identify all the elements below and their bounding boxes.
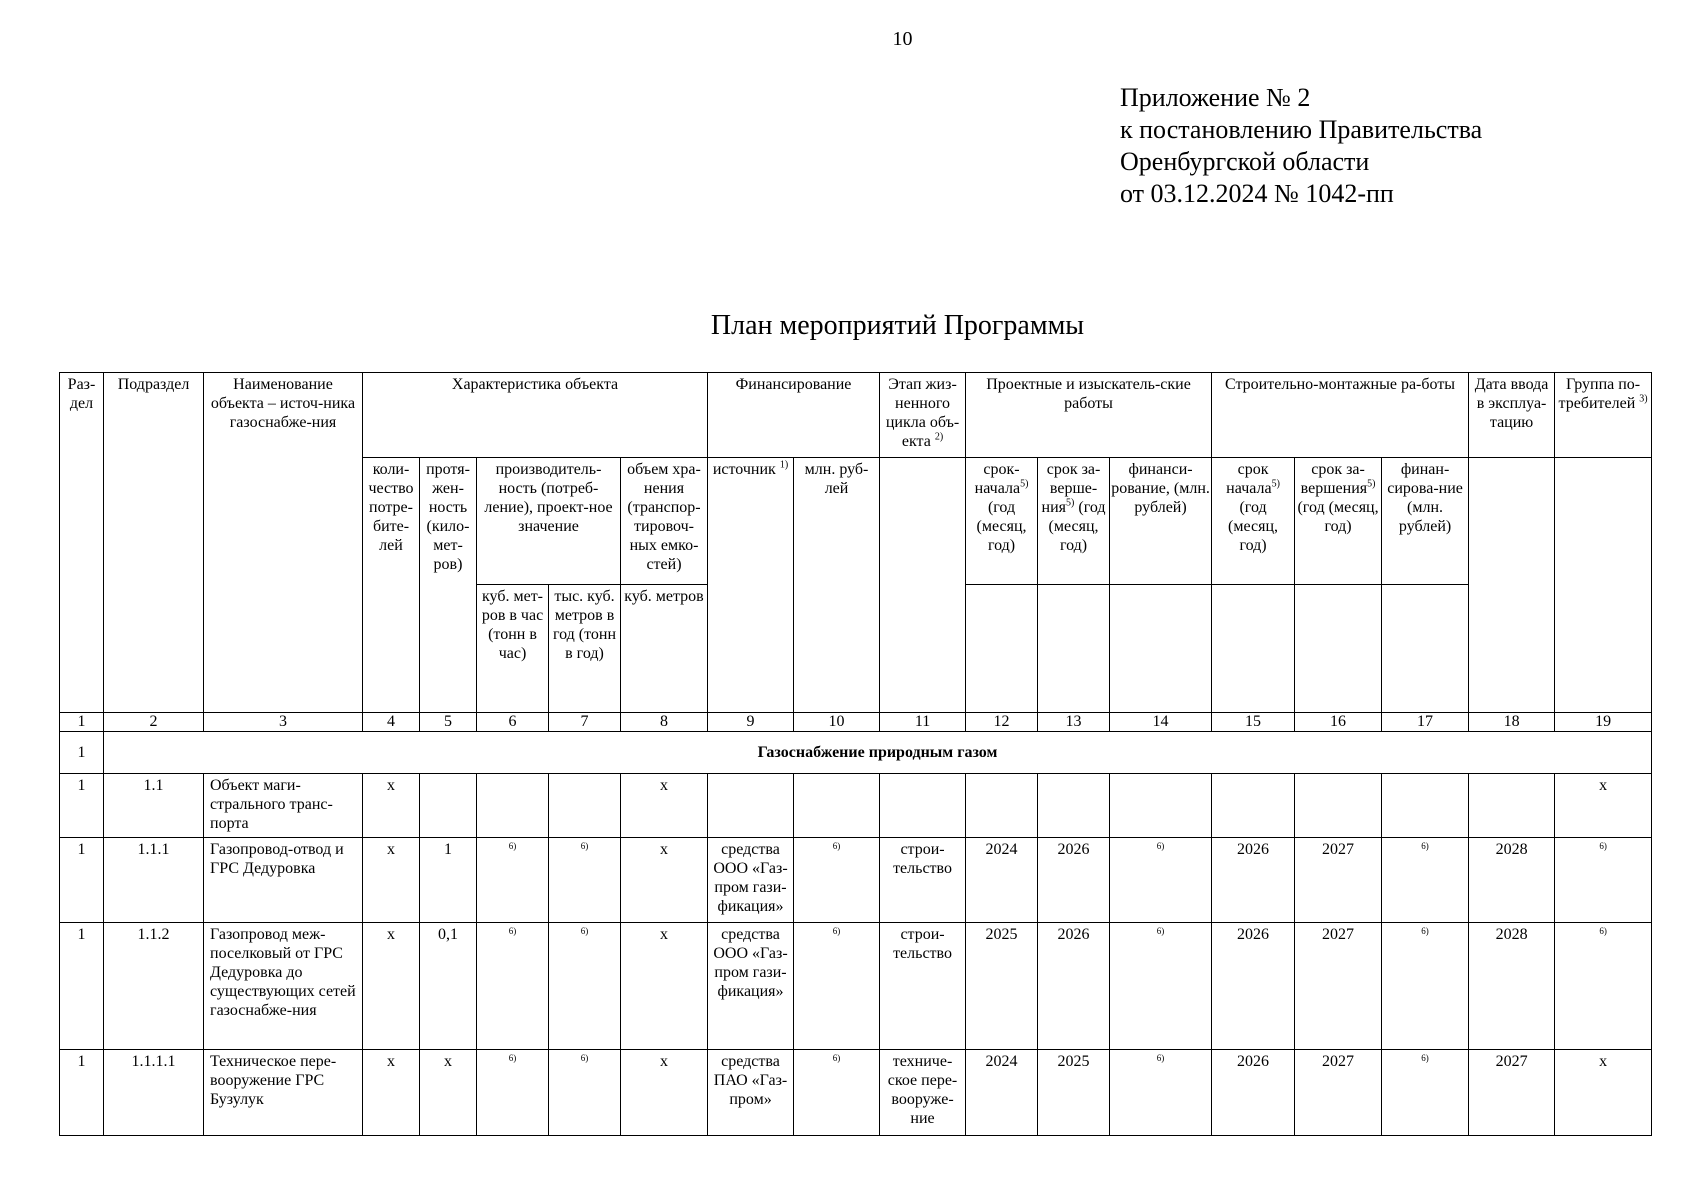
header-consumer-group	[1555, 373, 1652, 458]
header-object-name: Наименование объекта – источ-ника газоснабже-ния	[204, 373, 363, 713]
cell-constr-fin	[1382, 774, 1469, 838]
footnote-mark: 6)	[508, 926, 517, 936]
header-financing: Финансирование	[708, 373, 880, 458]
header-empty	[1382, 585, 1469, 713]
section-row	[60, 732, 1652, 774]
cell-source: средства ПАО «Газ-пром»	[708, 1050, 794, 1136]
cell-qty: х	[363, 923, 420, 1050]
footnote-mark: 5)	[1271, 478, 1280, 490]
cell-design-fin	[1110, 1050, 1212, 1136]
footnote-mark: 6)	[832, 926, 841, 936]
cell-design-end: 2026	[1038, 923, 1110, 1050]
column-number: 19	[1555, 713, 1652, 732]
cell-date: 2028	[1469, 923, 1555, 1050]
cell-constr-end: 2027	[1295, 1050, 1382, 1136]
cell-stage: техниче-ское пере-вооруже-ние	[880, 1050, 966, 1136]
cell-cap-hour	[477, 923, 549, 1050]
header-design-start-text: срок-начала	[974, 461, 1021, 497]
cell-date: 2028	[1469, 838, 1555, 923]
cell-storage: х	[621, 923, 708, 1050]
header-design-fin: финанси-рование, (млн. рублей)	[1110, 458, 1212, 585]
document-title: План мероприятий Программы	[710, 310, 1085, 341]
footnote-mark: 5)	[1020, 478, 1029, 490]
header-date-commission: Дата ввода в эксплуа-тацию	[1469, 373, 1555, 458]
header-source-text: источник	[712, 461, 776, 478]
header-design-end-text: срок за-верше-ния	[1041, 461, 1101, 516]
header-design-start	[966, 458, 1038, 585]
header-group-empty	[1555, 458, 1652, 713]
column-number: 15	[1212, 713, 1295, 732]
footnote-mark: 6)	[508, 841, 517, 851]
cell-constr-start: 2026	[1212, 838, 1295, 923]
cell-qty: х	[363, 838, 420, 923]
header-design-start-unit: (год (месяц, год)	[976, 499, 1027, 554]
footnote-mark: 6)	[508, 1053, 517, 1063]
table-row	[60, 1050, 1652, 1136]
cell-qty: х	[363, 1050, 420, 1136]
column-number: 16	[1295, 713, 1382, 732]
header-empty	[1110, 585, 1212, 713]
footnote-mark: 6)	[580, 1053, 589, 1063]
footnote-mark: 6)	[1599, 926, 1607, 936]
section-number: 1	[60, 732, 104, 774]
header-constr-end-unit: (год (месяц, год)	[1297, 499, 1379, 535]
column-number: 1	[60, 713, 104, 732]
cell-cap-year	[549, 838, 621, 923]
cell-cap-hour	[477, 1050, 549, 1136]
cell-storage: х	[621, 1050, 708, 1136]
cell-constr-end	[1295, 774, 1382, 838]
cell-object-name: Объект маги-стрального транс-порта	[204, 774, 363, 838]
column-number: 12	[966, 713, 1038, 732]
cell-stage: строи-тельство	[880, 838, 966, 923]
cell-length: 0,1	[420, 923, 477, 1050]
cell-qty: х	[363, 774, 420, 838]
footnote-mark: 3)	[1639, 393, 1648, 405]
table-row	[60, 838, 1652, 923]
cell-constr-start	[1212, 774, 1295, 838]
cell-razdel: 1	[60, 923, 104, 1050]
footnote-mark: 6)	[1599, 841, 1607, 851]
header-length: протя-жен-ность (кило-мет-ров)	[420, 458, 477, 713]
cell-stage	[880, 774, 966, 838]
header-capacity: производитель-ность (потреб-ление), проект-ное значение	[477, 458, 621, 585]
column-number: 14	[1110, 713, 1212, 732]
header-constr-start	[1212, 458, 1295, 585]
footnote-mark: 6)	[580, 841, 589, 851]
footnote-mark: 5)	[1367, 478, 1376, 490]
cell-cap-year	[549, 774, 621, 838]
cell-design-end: 2025	[1038, 1050, 1110, 1136]
cell-constr-fin	[1382, 838, 1469, 923]
cell-podrazdel: 1.1.1	[104, 838, 204, 923]
cell-mln-rub	[794, 923, 880, 1050]
cell-design-start: 2024	[966, 838, 1038, 923]
header-constr-fin: финан-сирова-ние (млн. рублей)	[1382, 458, 1469, 585]
column-number: 17	[1382, 713, 1469, 732]
cell-design-fin	[1110, 838, 1212, 923]
cell-group	[1555, 923, 1652, 1050]
cell-podrazdel: 1.1	[104, 774, 204, 838]
cell-razdel: 1	[60, 1050, 104, 1136]
cell-mln-rub	[794, 838, 880, 923]
header-empty	[966, 585, 1038, 713]
cell-mln-rub	[794, 1050, 880, 1136]
cell-storage: х	[621, 838, 708, 923]
cell-design-end	[1038, 774, 1110, 838]
footnote-mark: 6)	[1421, 841, 1429, 851]
header-storage-volume: объем хра-нения (транспор-тировоч-ных емко-стей)	[621, 458, 708, 585]
footnote-mark: 6)	[832, 841, 841, 851]
cell-group: х	[1555, 1050, 1652, 1136]
appendix-block	[1120, 82, 1482, 210]
cell-design-start: 2024	[966, 1050, 1038, 1136]
cell-constr-start: 2026	[1212, 1050, 1295, 1136]
header-storage-unit: куб. метров	[621, 585, 708, 713]
footnote-mark: 6)	[1421, 1053, 1429, 1063]
cell-design-start	[966, 774, 1038, 838]
footnote-mark: 6)	[1156, 926, 1165, 936]
column-number: 6	[477, 713, 549, 732]
cell-constr-fin	[1382, 1050, 1469, 1136]
footnote-mark: 6)	[832, 1053, 841, 1063]
cell-object-name: Газопровод-отвод и ГРС Дедуровка	[204, 838, 363, 923]
header-cap-year: тыс. куб. метров в год (тонн в год)	[549, 585, 621, 713]
header-design-end	[1038, 458, 1110, 585]
header-constr-start-unit: (год (месяц, год)	[1228, 499, 1279, 554]
header-constr-end	[1295, 458, 1382, 585]
cell-constr-fin	[1382, 923, 1469, 1050]
cell-source	[708, 774, 794, 838]
cell-source: средства ООО «Газ-пром гази-фикация»	[708, 838, 794, 923]
header-stage	[880, 373, 966, 458]
cell-object-name: Техническое пере-вооружение ГРС Бузулук	[204, 1050, 363, 1136]
header-empty	[1212, 585, 1295, 713]
cell-object-name: Газопровод меж-поселковый от ГРС Дедуровка до существующих сетей газоснабже-ния	[204, 923, 363, 1050]
footnote-mark: 2)	[934, 431, 944, 443]
footnote-mark: 6)	[1156, 841, 1165, 851]
appendix-line: Оренбургской области	[1120, 147, 1370, 176]
table-row	[60, 774, 1652, 838]
header-design: Проектные и изыскатель-ские работы	[966, 373, 1212, 458]
cell-design-end: 2026	[1038, 838, 1110, 923]
cell-mln-rub	[794, 774, 880, 838]
column-number: 18	[1469, 713, 1555, 732]
section-title: Газоснабжение природным газом	[104, 732, 1652, 774]
cell-constr-end: 2027	[1295, 923, 1382, 1050]
appendix-line: Приложение № 2	[1120, 83, 1311, 112]
column-number: 10	[794, 713, 880, 732]
header-empty	[1038, 585, 1110, 713]
cell-constr-start: 2026	[1212, 923, 1295, 1050]
cell-design-fin	[1110, 923, 1212, 1050]
header-stage-empty	[880, 458, 966, 713]
header-podrazdel: Подраздел	[104, 373, 204, 713]
cell-constr-end: 2027	[1295, 838, 1382, 923]
footnote-mark: 6)	[1156, 1053, 1165, 1063]
page-number: 10	[892, 28, 913, 50]
footnote-mark: 6)	[580, 926, 589, 936]
header-design-end-unit: (год (месяц, год)	[1048, 499, 1106, 554]
cell-podrazdel: 1.1.2	[104, 923, 204, 1050]
header-stage-text: Этап жиз-ненного цикла объ-екта	[885, 376, 960, 450]
column-number: 7	[549, 713, 621, 732]
header-row-1	[60, 373, 1652, 458]
cell-cap-year	[549, 1050, 621, 1136]
cell-date: 2027	[1469, 1050, 1555, 1136]
column-number: 8	[621, 713, 708, 732]
header-empty	[1295, 585, 1382, 713]
cell-design-start: 2025	[966, 923, 1038, 1050]
header-qty-consumers: коли-чество потре-бите-лей	[363, 458, 420, 713]
cell-podrazdel: 1.1.1.1	[104, 1050, 204, 1136]
header-source	[708, 458, 794, 713]
header-construction: Строительно-монтажные ра-боты	[1212, 373, 1469, 458]
header-date-empty	[1469, 458, 1555, 713]
appendix-line: от 03.12.2024 № 1042-пп	[1120, 179, 1394, 208]
column-number: 9	[708, 713, 794, 732]
footnote-mark: 1)	[779, 459, 789, 471]
header-cap-hour: куб. мет-ров в час (тонн в час)	[477, 585, 549, 713]
header-constr-end-text: срок за-вершения	[1300, 461, 1368, 497]
cell-design-fin	[1110, 774, 1212, 838]
column-number: 13	[1038, 713, 1110, 732]
column-number: 11	[880, 713, 966, 732]
column-number: 3	[204, 713, 363, 732]
footnote-mark: 5)	[1066, 497, 1075, 509]
cell-group	[1555, 838, 1652, 923]
cell-razdel: 1	[60, 838, 104, 923]
header-constr-start-text: срок начала	[1226, 461, 1272, 497]
cell-length	[420, 774, 477, 838]
cell-stage: строи-тельство	[880, 923, 966, 1050]
cell-source: средства ООО «Газ-пром гази-фикация»	[708, 923, 794, 1050]
table-row	[60, 923, 1652, 1050]
cell-length: х	[420, 1050, 477, 1136]
cell-group: х	[1555, 774, 1652, 838]
cell-cap-hour	[477, 838, 549, 923]
header-razdel: Раз-дел	[60, 373, 104, 713]
header-characteristic: Характеристика объекта	[363, 373, 708, 458]
column-number: 5	[420, 713, 477, 732]
appendix-line: к постановлению Правительства	[1120, 115, 1483, 144]
column-number: 2	[104, 713, 204, 732]
cell-storage: х	[621, 774, 708, 838]
column-number-row	[60, 713, 1652, 732]
cell-razdel: 1	[60, 774, 104, 838]
cell-cap-year	[549, 923, 621, 1050]
cell-date	[1469, 774, 1555, 838]
header-consumer-group-text: Группа по-требителей	[1558, 376, 1641, 412]
cell-cap-hour	[477, 774, 549, 838]
plan-table	[59, 372, 1652, 1136]
footnote-mark: 6)	[1421, 926, 1429, 936]
header-mln-rub: млн. руб-лей	[794, 458, 880, 713]
cell-length: 1	[420, 838, 477, 923]
column-number: 4	[363, 713, 420, 732]
